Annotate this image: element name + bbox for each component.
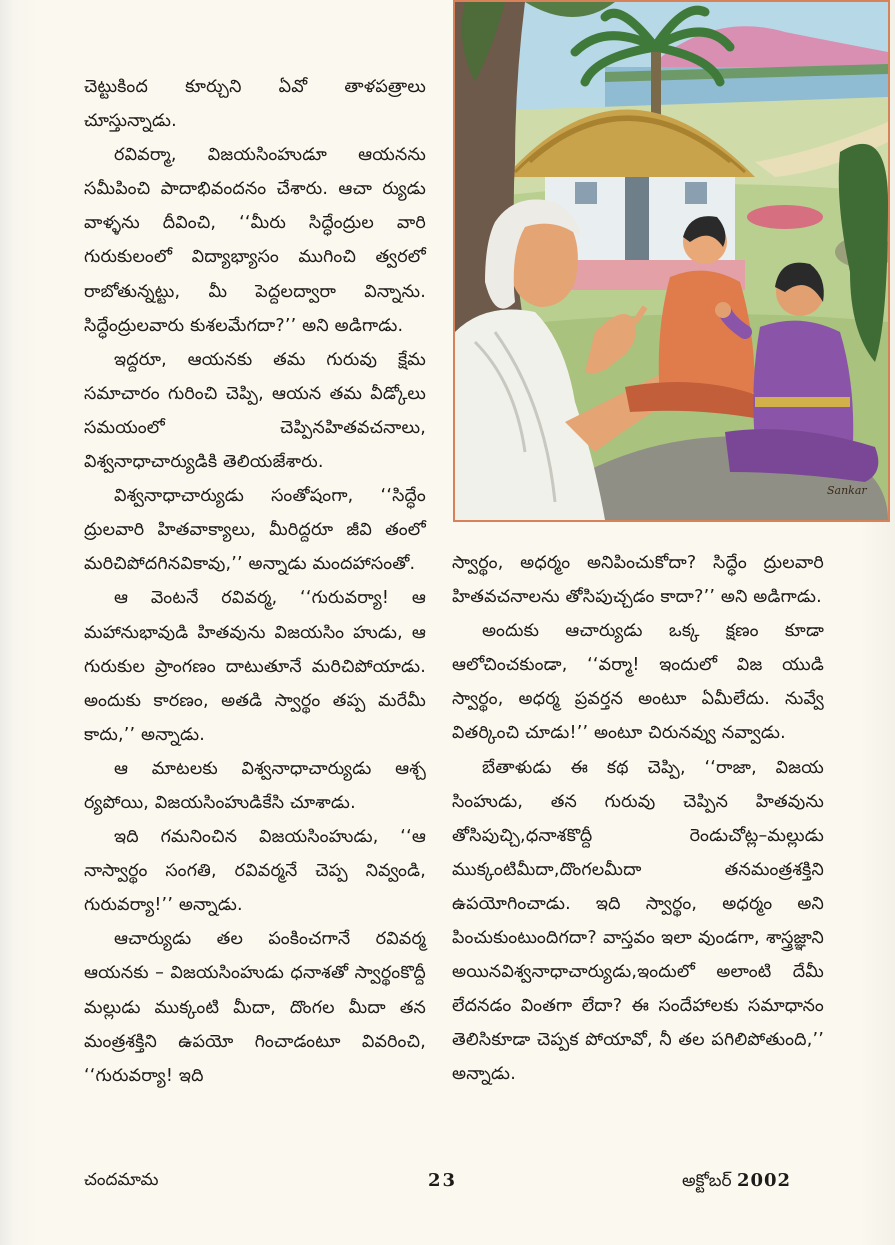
story-illustration [453, 0, 890, 522]
paragraph: ఆచార్యుడు తల పంకించగానే రవివర్మ ఆయనకు – విజయసింహుడు ధనాశతో స్వార్థంకొద్దీ మల్లుడు ముక్కంటి మీదా, దొంగల మీదా తన మంత్రశక్తిని ఉపయో గించాడంటూ వివరించి, ‘‘గురువర్యా! ఇది [84, 929, 426, 1086]
magazine-name: చందమామ [84, 1170, 159, 1190]
paragraph: ఇది గమనించిన విజయసింహుడు, ‘‘ఆ నాస్వార్థం సంగతి, రవివర్మనే చెప్ప నివ్వండి, గురువర్యా!’’ అన్నాడు. [84, 827, 426, 916]
paragraph: ఆ వెంటనే రవివర్మ, ‘‘గురువర్యా! ఆ మహానుభావుడి హితవును విజయసిం హుడు, ఆ గురుకుల ప్రాంగణం దాటుతూనే మరిచిపోయాడు. అందుకు కారణం, అతడి స్వార్థం తప్ప మరేమీ కాదు,’’ అన్నాడు. [84, 588, 426, 745]
paragraph: స్వార్థం, అధర్మం అనిపించుకోదా? సిద్ధేం ద్రులవారి హితవచనాలను తోసిపుచ్చడం కాదా?’’ అని అడిగాడు. [452, 553, 824, 608]
illustration-signature: Sankar [827, 484, 867, 497]
left-text-column [84, 70, 426, 1093]
issue-year: 2002 [736, 1170, 792, 1191]
paragraph: ఇద్దరూ, ఆయనకు తమ గురువు క్షేమ సమాచారం గురించి చెప్పి, ఆయన తమ వీడ్కోలు సమయంలో చెప్పినహితవచనాలు, విశ్వనాధాచార్యుడికి తెలియజేశారు. [84, 349, 426, 473]
illustration-scene [455, 2, 888, 520]
issue-month: అక్టోబర్ [682, 1171, 732, 1191]
paragraph: బేతాళుడు ఈ కథ చెప్పి, ‘‘రాజా, విజయ సింహుడు, తన గురువు చెప్పిన హితవును తోసిపుచ్చి,ధనాశకొద్దీ రెండుచోట్ల–మల్లుడు ముక్కంటిమీదా,దొంగలమీదా తనమంత్రశక్తిని ఉపయోగించాడు. ఇది స్వార్థం, అధర్మం అని పించుకుంటుందిగదా? వాస్తవం ఇలా వుండగా, శాస్త్రజ్ఞాని అయినవిశ్వనాధాచార్యుడు,ఇందులో అలాంటి దేమీ లేదనడం వింతగా లేదా? ఈ సందేహాలకు సమాధానం తెలిసికూడా చెప్పక పోయావో, నీ తల పగిలిపోతుంది,’’ అన్నాడు. [452, 757, 824, 1085]
paragraph: విశ్వనాధాచార్యుడు సంతోషంగా, ‘‘సిద్ధేం ద్రులవారి హితవాక్యాలు, మీరిద్దరూ జీవి తంలో మరిచిపోదగినవికావు,’’ అన్నాడు మందహాసంతో. [84, 486, 426, 575]
right-text-column [452, 546, 824, 1092]
paragraph: అందుకు ఆచార్యుడు ఒక్క క్షణం కూడా ఆలోచించకుండా, ‘‘వర్మా! ఇందులో విజ యుడి స్వార్థం, అధర్మ ప్రవర్తన అంటూ ఏమీలేదు. నువ్వే వితర్కించి చూడు!’’ అంటూ చిరునవ్వు నవ్వాడు. [452, 621, 824, 744]
page-number: 23 [428, 1170, 458, 1191]
issue-date [682, 1170, 791, 1195]
paragraph: రవివర్మా, విజయసింహుడూ ఆయనను సమీపించి పాదాభివందనం చేశారు. ఆచా ర్యుడు వాళ్ళను దీవించి, ‘‘మీరు సిద్ధేంద్రుల వారి గురుకులంలో విద్యాభ్యాసం ముగించి త్వరలో రాబోతున్నట్టు, మీ పెద్దలద్వారా విన్నాను. సిద్ధేంద్రులవారు కుశలమేగదా?’’ అని అడిగాడు. [84, 145, 426, 336]
paragraph: ఆ మాటలకు విశ్వనాధాచార్యుడు ఆశ్చ ర్యపోయి, విజయసింహుడికేసి చూశాడు. [84, 758, 426, 813]
paragraph: చెట్టుకింద కూర్చుని ఏవో తాళపత్రాలు చూస్తున్నాడు. [84, 77, 426, 132]
